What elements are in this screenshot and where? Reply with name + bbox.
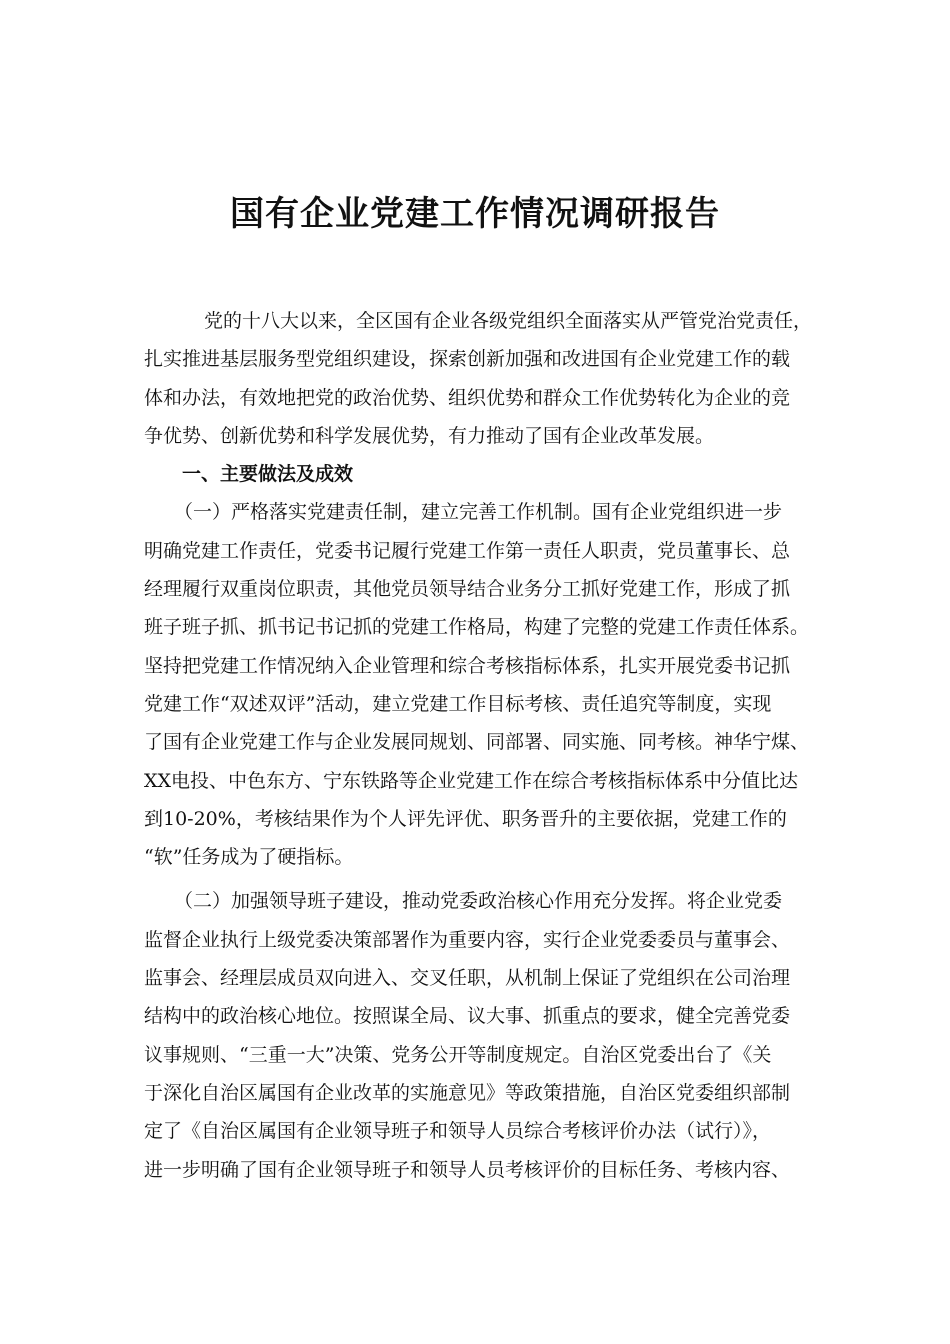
text-line: 扎实推进基层服务型党组织建设，探索创新加强和改进国有企业党建工作的载 xyxy=(144,348,791,371)
text-line: 明确党建工作责任，党委书记履行党建工作第一责任人职责，党员董事长、总 xyxy=(144,539,791,562)
text-line: “软”任务成为了硬指标。 xyxy=(144,846,354,869)
text-line: 体和办法，有效地把党的政治优势、组织优势和群众工作优势转化为企业的竞 xyxy=(144,386,791,409)
text-line: 坚持把党建工作情况纳入企业管理和综合考核指标体系，扎实开展党委书记抓 xyxy=(144,654,791,677)
text-line: XX电投、中色东方、宁东铁路等企业党建工作在综合考核指标体系中分值比达 xyxy=(144,769,799,792)
text-line: 经理履行双重岗位职责，其他党员领导结合业务分工抓好党建工作，形成了抓 xyxy=(144,578,791,601)
text-line: 定了《自治区属国有企业领导班子和领导人员综合考核评价办法（试行）》， xyxy=(144,1120,772,1143)
document-title: 国有企业党建工作情况调研报告 xyxy=(230,194,720,234)
text-line: 结构中的政治核心地位。按照谋全局、议大事、抓重点的要求，健全完善党委 xyxy=(144,1005,791,1028)
section-heading: 一、主要做法及成效 xyxy=(182,463,354,486)
text-line: 监事会、经理层成员双向进入、交叉任职，从机制上保证了党组织在公司治理 xyxy=(144,967,791,990)
text-line: 议事规则、“三重一大”决策、党务公开等制度规定。自治区党委出台了《关 xyxy=(144,1043,772,1066)
text-line: 于深化自治区属国有企业改革的实施意见》等政策措施，自治区党委组织部制 xyxy=(144,1081,791,1104)
text-line: 到10-20%，考核结果作为个人评先评优、职务晋升的主要依据，党建工作的 xyxy=(144,807,787,830)
text-line: 监督企业执行上级党委决策部署作为重要内容，实行企业党委委员与董事会、 xyxy=(144,928,791,951)
text-line: 党建工作“双述双评”活动，建立党建工作目标考核、责任追究等制度，实现 xyxy=(144,692,772,715)
text-line: （一）严格落实党建责任制，建立完善工作机制。国有企业党组织进一步 xyxy=(174,501,783,524)
text-line: 进一步明确了国有企业领导班子和领导人员考核评价的目标任务、考核内容、 xyxy=(144,1158,791,1181)
document-body xyxy=(144,302,813,1189)
text-line: 班子班子抓、抓书记书记抓的党建工作格局，构建了完整的党建工作责任体系。 xyxy=(144,616,810,639)
text-line: 了国有企业党建工作与企业发展同规划、同部署、同实施、同考核。神华宁煤、 xyxy=(144,731,810,754)
text-line: 争优势、创新优势和科学发展优势，有力推动了国有企业改革发展。 xyxy=(144,424,715,447)
text-line: （二）加强领导班子建设，推动党委政治核心作用充分发挥。将企业党委 xyxy=(174,890,783,913)
text-line: 党的十八大以来，全区国有企业各级党组织全面落实从严管党治党责任， xyxy=(204,310,813,332)
